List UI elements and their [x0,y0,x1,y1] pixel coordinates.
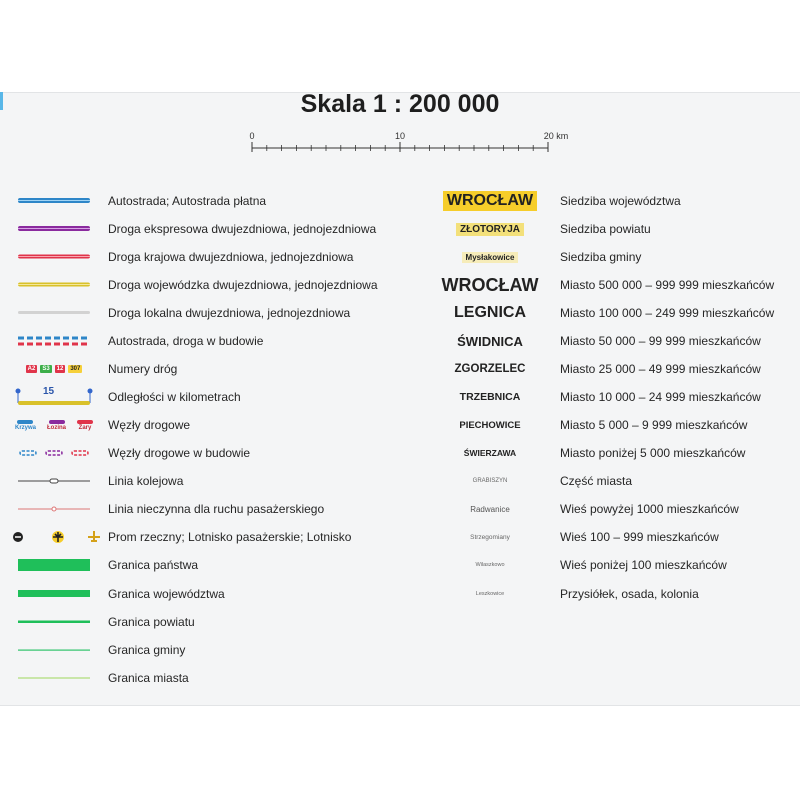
legend-label: Siedziba województwa [560,194,681,208]
construction-road-symbol [0,327,108,355]
town-sample: Strzegomiany [470,533,510,541]
legend-row-voivodeship-border [0,580,420,608]
voivodeship-road-symbol [0,271,108,299]
legend-label: Prom rzeczny; Lotnisko pasażerskie; Lotnisko [108,530,352,544]
scale-label-20km: 20 km [543,131,569,141]
legend-row-voivodeship-seat [420,187,800,215]
town-sample: LEGNICA [454,304,526,321]
voivodeship-border-symbol [0,580,108,608]
town-sample: ŚWIERZAWA [463,448,517,458]
junction-zary: Żary [77,420,93,431]
city-border-symbol [0,664,108,692]
legend-row-local-road [0,299,420,327]
legend-label: Droga wojewódzka dwujezdniowa, jednojezdniowa [108,278,378,292]
distance-symbol [0,383,108,411]
junction-lozina: Łozina [47,420,66,431]
town-sample: Radwanice [470,504,510,514]
legend-label: Miasto 100 000 – 249 999 mieszkańców [560,306,775,320]
legend-label: Węzły drogowe [108,418,191,432]
legend-row-ferry-airport [0,523,420,551]
legend-label: Odległości w kilometrach [108,390,241,404]
town-sample: GRABISZYN [472,478,508,484]
legend-label: Droga krajowa dwujezdniowa, jednojezdniowa [108,250,354,264]
legend-row-city-small [420,439,800,467]
legend-row-city-5k [420,411,800,439]
town-sample: ŚWIDNICA [457,333,523,349]
legend-row-city-100k [420,299,800,327]
legend-label: Droga lokalna dwujezdniowa, jednojezdniowa [108,306,351,320]
legend-row-village-1000 [420,495,800,523]
legend-row-city-10k [420,383,800,411]
legend-label: Miasto 10 000 – 24 999 mieszkańców [560,390,761,404]
scale-bar [246,140,556,156]
scale-label-10: 10 [394,131,406,141]
legend-label: Siedziba gminy [560,250,642,264]
passenger-airport-icon [52,531,64,543]
county-border-symbol [0,608,108,636]
legend-row-inactive-railway [0,495,420,523]
ferry-airport-symbols [0,523,108,551]
legend-row-voivodeship-road [0,271,420,299]
legend-row-railway [0,467,420,495]
legend-label: Granica miasta [108,671,189,685]
legend-label: Autostrada; Autostrada płatna [108,194,267,208]
legend-row-county-border [0,608,420,636]
legend-row-distances [0,383,420,411]
legend-row-city-50k [420,327,800,355]
legend-label: Miasto 25 000 – 49 999 mieszkańców [560,362,761,376]
legend-label: Linia kolejowa [108,474,184,488]
legend-row-village-small [420,551,800,579]
road-badge-12: 12 [56,366,64,372]
legend-label: Granica województwa [108,587,225,601]
legend-row-city-part [420,467,800,495]
legend-label: Węzły drogowe w budowie [108,446,251,460]
legend-row-city-500k [420,271,800,299]
legend-label: Miasto 5 000 – 9 999 mieszkańców [560,418,748,432]
legend-row-hamlet [420,580,800,608]
road-badge-a2: A2 [27,366,36,372]
legend-label: Autostrada, droga w budowie [108,334,264,348]
legend-label: Miasto 50 000 – 99 999 mieszkańców [560,334,761,348]
legend-row-state-border [0,551,420,579]
national-road-symbol [0,243,108,271]
road-badge-307: 307 [70,366,81,372]
railway-symbol [0,467,108,495]
town-sample: Leszkowice [475,591,505,597]
legend-row-under-construction [0,327,420,355]
motorway-symbol [0,187,108,215]
ferry-icon [13,532,23,542]
town-sample: ZŁOTORYJA [456,223,524,236]
legend-label: Wieś poniżej 100 mieszkańców [560,558,727,572]
scale-title: Skala 1 : 200 000 [300,90,500,118]
legend-label: Miasto 500 000 – 999 999 mieszkańców [560,278,775,292]
legend-row-expressway [0,215,420,243]
distance-value: 15 [43,386,55,397]
legend-label: Przysiółek, osada, kolonia [560,587,699,601]
town-sample: Wilaszkowo [475,562,505,568]
legend-row-county-seat [420,215,800,243]
legend-label: Numery dróg [108,362,178,376]
legend-row-commune-border [0,636,420,664]
inactive-railway-symbol [0,495,108,523]
legend-label: Wieś 100 – 999 mieszkańców [560,530,719,544]
town-sample: WROCŁAW [441,274,539,295]
legend-row-village-100 [420,523,800,551]
legend-label: Miasto poniżej 5 000 mieszkańców [560,446,746,460]
junction-symbols [0,411,108,439]
scale-label-0: 0 [249,131,255,141]
legend-label: Granica gminy [108,643,186,657]
legend-row-national-road [0,243,420,271]
legend-label: Droga ekspresowa dwujezdniowa, jednojezdniowa [108,222,377,236]
commune-border-symbol [0,636,108,664]
legend-row-commune-seat [420,243,800,271]
legend-row-junctions [0,411,420,439]
legend-label: Linia nieczynna dla ruchu pasażerskiego [108,502,325,516]
town-sample: PIECHOWICE [459,419,521,431]
legend-row-junctions-construction [0,439,420,467]
legend-row-city-25k [420,355,800,383]
legend-row-city-border [0,664,420,692]
town-sample: ZGORZELEC [454,363,526,375]
expressway-symbol [0,215,108,243]
legend-label: Część miasta [560,474,633,488]
road-number-symbols [0,355,108,383]
local-road-symbol [0,299,108,327]
legend-label: Granica powiatu [108,615,195,629]
junction-construction-symbols [0,439,108,467]
town-sample: Mysłakowice [462,252,519,263]
state-border-symbol [0,551,108,579]
town-sample: TRZEBNICA [459,391,521,403]
legend-label: Siedziba powiatu [560,222,651,236]
airport-icon [88,531,100,541]
legend-row-autostrada [0,187,420,215]
junction-krzywa: Krzywa [15,420,36,431]
legend-label: Granica państwa [108,558,199,572]
town-sample: WROCŁAW [443,191,537,211]
road-badge-s3: S3 [42,366,50,372]
legend-label: Wieś powyżej 1000 mieszkańców [560,502,739,516]
legend-row-road-numbers [0,355,420,383]
